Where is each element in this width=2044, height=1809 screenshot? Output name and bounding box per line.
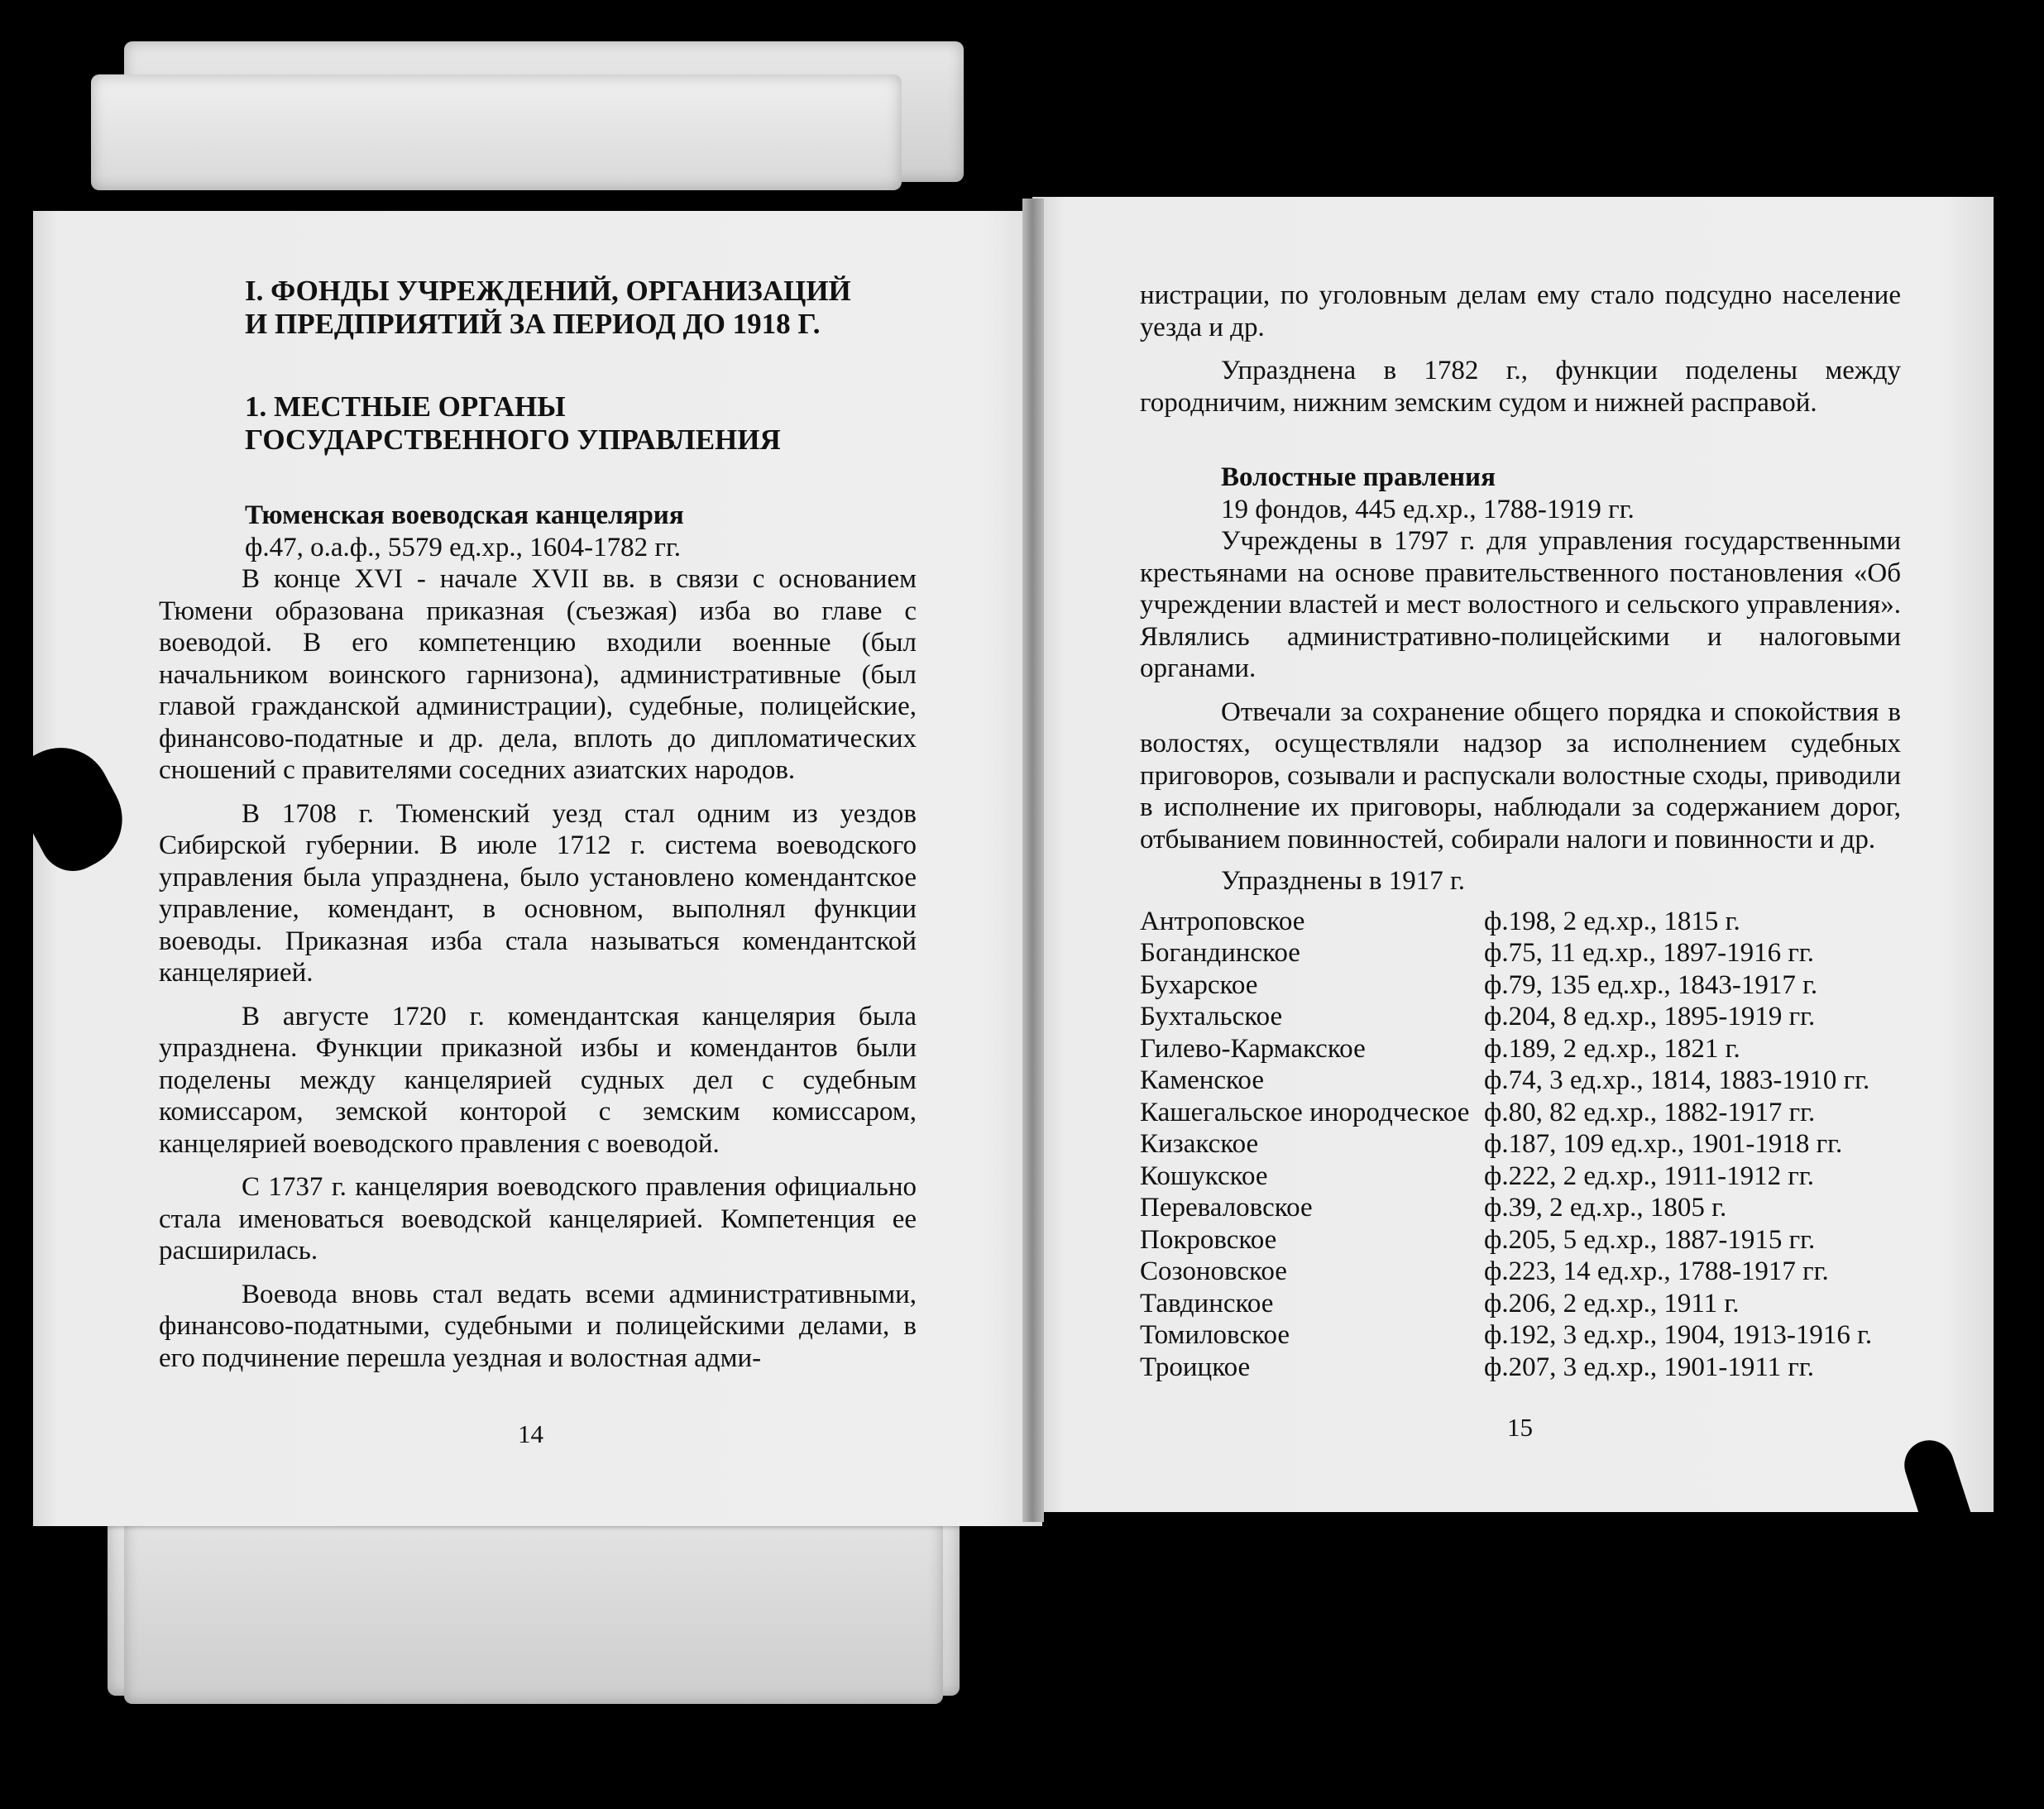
list-item xyxy=(1140,969,1901,1002)
left-page-text xyxy=(159,275,917,1374)
fund-name: Кашегальское инородческое xyxy=(1140,1097,1470,1127)
fund-name: Тавдинское xyxy=(1140,1288,1274,1318)
fund-name: Троицкое xyxy=(1140,1352,1251,1382)
fund-name: Кизакское xyxy=(1140,1129,1259,1159)
list-item xyxy=(1140,1001,1901,1033)
fund-info: ф.198, 2 ед.хр., 1815 г. xyxy=(1484,906,1740,936)
foam-block-top-front xyxy=(91,74,902,190)
fund-info: ф.205, 5 ед.хр., 1887-1915 гг. xyxy=(1484,1224,1816,1255)
list-item xyxy=(1140,1319,1901,1352)
paragraph: Упразднена в 1782 г., функции поделены между городничим, нижним земским судом и нижней расправой. xyxy=(1140,356,1901,418)
paragraph: В 1708 г. Тюменский уезд стал одним из уездов Сибирской губернии. В июле 1712 г. система воеводского управления была упразднена, было установлено комендантское управление, комендант, в основном, выполнял функции воеводы. Приказная изба стала называться комендантской канцелярией. xyxy=(159,798,917,988)
fund-heading: Тюменская воеводская канцелярия xyxy=(245,500,684,530)
fund-info: ф.223, 14 ед.хр., 1788-1917 гг. xyxy=(1484,1256,1829,1286)
list-item xyxy=(1140,906,1901,938)
paragraph: С 1737 г. канцелярия воеводского правления официально стала именоваться воеводской канцелярией. Компетенция ее расширилась. xyxy=(159,1172,917,1266)
fund-meta: ф.47, о.а.ф., 5579 ед.хр., 1604-1782 гг. xyxy=(245,532,682,562)
fund-name: Созоновское xyxy=(1140,1256,1287,1286)
fund-info: ф.207, 3 ед.хр., 1901-1911 гг. xyxy=(1484,1352,1814,1382)
fund-info: ф.39, 2 ед.хр., 1805 г. xyxy=(1484,1193,1727,1223)
fund-name: Покровское xyxy=(1140,1224,1277,1255)
fund-name: Антроповское xyxy=(1140,906,1305,936)
fund-info: ф.80, 82 ед.хр., 1882-1917 гг. xyxy=(1484,1097,1816,1127)
fund-name: Бухарское xyxy=(1140,969,1258,1000)
paragraph: Отвечали за сохранение общего порядка и спокойствия в волостях, осуществляли надзор за исполнением судебных приговоров, созывали и распускали волостные сходы, приводили в исполнение их приговоры, наблюдали за содержанием дорог, отбыванием повинностей, собирали налоги и повинности и др. xyxy=(1140,696,1901,854)
abolished-note: Упразднены в 1917 г. xyxy=(1221,866,1466,896)
fund-info: ф.204, 8 ед.хр., 1895-1919 гг. xyxy=(1484,1002,1816,1031)
list-item xyxy=(1140,1097,1901,1129)
fund-name: Переваловское xyxy=(1140,1193,1313,1223)
list-item xyxy=(1140,1192,1901,1224)
fund-name: Кошукское xyxy=(1140,1161,1268,1191)
list-item xyxy=(1140,1161,1901,1193)
fund-name: Каменское xyxy=(1140,1065,1264,1095)
subsection-title: 1. МЕСТНЫЕ ОРГАНЫ ГОСУДАРСТВЕННОГО УПРАВЛЕНИЯ xyxy=(245,390,781,456)
paragraph: В конце XVI - начале XVII вв. в связи с основанием Тюмени образована приказная (съезжая) изба во главе с воеводой. В его компетенцию входили военные (был начальником воинского гарнизона), административные (был главой гражданской администрации), судебные, полицейские, финансово-податные и др. дела, вплоть до дипломатических сношений с правителями соседних азиатских народов. xyxy=(159,564,917,785)
fund-info: ф.206, 2 ед.хр., 1911 г. xyxy=(1484,1288,1740,1318)
fund-info: ф.189, 2 ед.хр., 1821 г. xyxy=(1484,1033,1740,1064)
fund-info: ф.74, 3 ед.хр., 1814, 1883-1910 гг. xyxy=(1484,1065,1870,1095)
paragraph: Учреждены в 1797 г. для управления государственными крестьянами на основе правительственного постановления «Об учреждении властей и мест волостного и сельского управления». Являлись административно-полицейскими и налоговыми органами. xyxy=(1140,526,1901,683)
fund-heading: Волостные правления xyxy=(1221,462,1496,492)
book-gutter xyxy=(1022,199,1044,1522)
fund-list xyxy=(1140,906,1901,1384)
fund-name: Гилево-Кармакское xyxy=(1140,1033,1366,1064)
section-title: I. ФОНДЫ УЧРЕЖДЕНИЙ, ОРГАНИЗАЦИЙ И ПРЕДПРИЯТИЙ ЗА ПЕРИОД ДО 1918 Г. xyxy=(245,275,851,340)
fund-info: ф.222, 2 ед.хр., 1911-1912 гг. xyxy=(1484,1161,1814,1191)
foam-block-bottom-front xyxy=(124,1514,943,1704)
list-item xyxy=(1140,1128,1901,1161)
fund-info: ф.75, 11 ед.хр., 1897-1916 гг. xyxy=(1484,938,1814,968)
page-number-left: 14 xyxy=(518,1419,543,1448)
fund-info: ф.79, 135 ед.хр., 1843-1917 г. xyxy=(1484,969,1818,1000)
list-item xyxy=(1140,1288,1901,1320)
fund-name: Бухтальское xyxy=(1140,1002,1283,1031)
continued-paragraph: нистрации, по уголовным делам ему стало подсудно население уезда и др. xyxy=(1140,280,1901,342)
fund-name: Богандинское xyxy=(1140,938,1300,968)
list-item xyxy=(1140,1065,1901,1097)
fund-meta: 19 фондов, 445 ед.хр., 1788-1919 гг. xyxy=(1221,494,1635,524)
fund-info: ф.192, 3 ед.хр., 1904, 1913-1916 г. xyxy=(1484,1320,1873,1350)
page-number-right: 15 xyxy=(1507,1413,1533,1442)
list-item xyxy=(1140,1033,1901,1065)
paragraph: Воевода вновь стал ведать всеми административными, финансово-податными, судебными и полицейскими делами, в его подчинение перешла уездная и волостная адми- xyxy=(159,1279,917,1373)
list-item xyxy=(1140,1352,1901,1384)
paragraph: В августе 1720 г. комендантская канцелярия была упразднена. Функции приказной избы и комендантов были поделены между канцелярией судных дел с судебным комиссаром, земской конторой с земским комиссаром, канцелярией воеводского правления с воеводой. xyxy=(159,1001,917,1159)
list-item xyxy=(1140,1256,1901,1288)
list-item xyxy=(1140,937,1901,969)
right-page-text xyxy=(1140,280,1901,1383)
fund-info: ф.187, 109 ед.хр., 1901-1918 гг. xyxy=(1484,1129,1843,1159)
fund-name: Томиловское xyxy=(1140,1320,1290,1350)
list-item xyxy=(1140,1224,1901,1256)
